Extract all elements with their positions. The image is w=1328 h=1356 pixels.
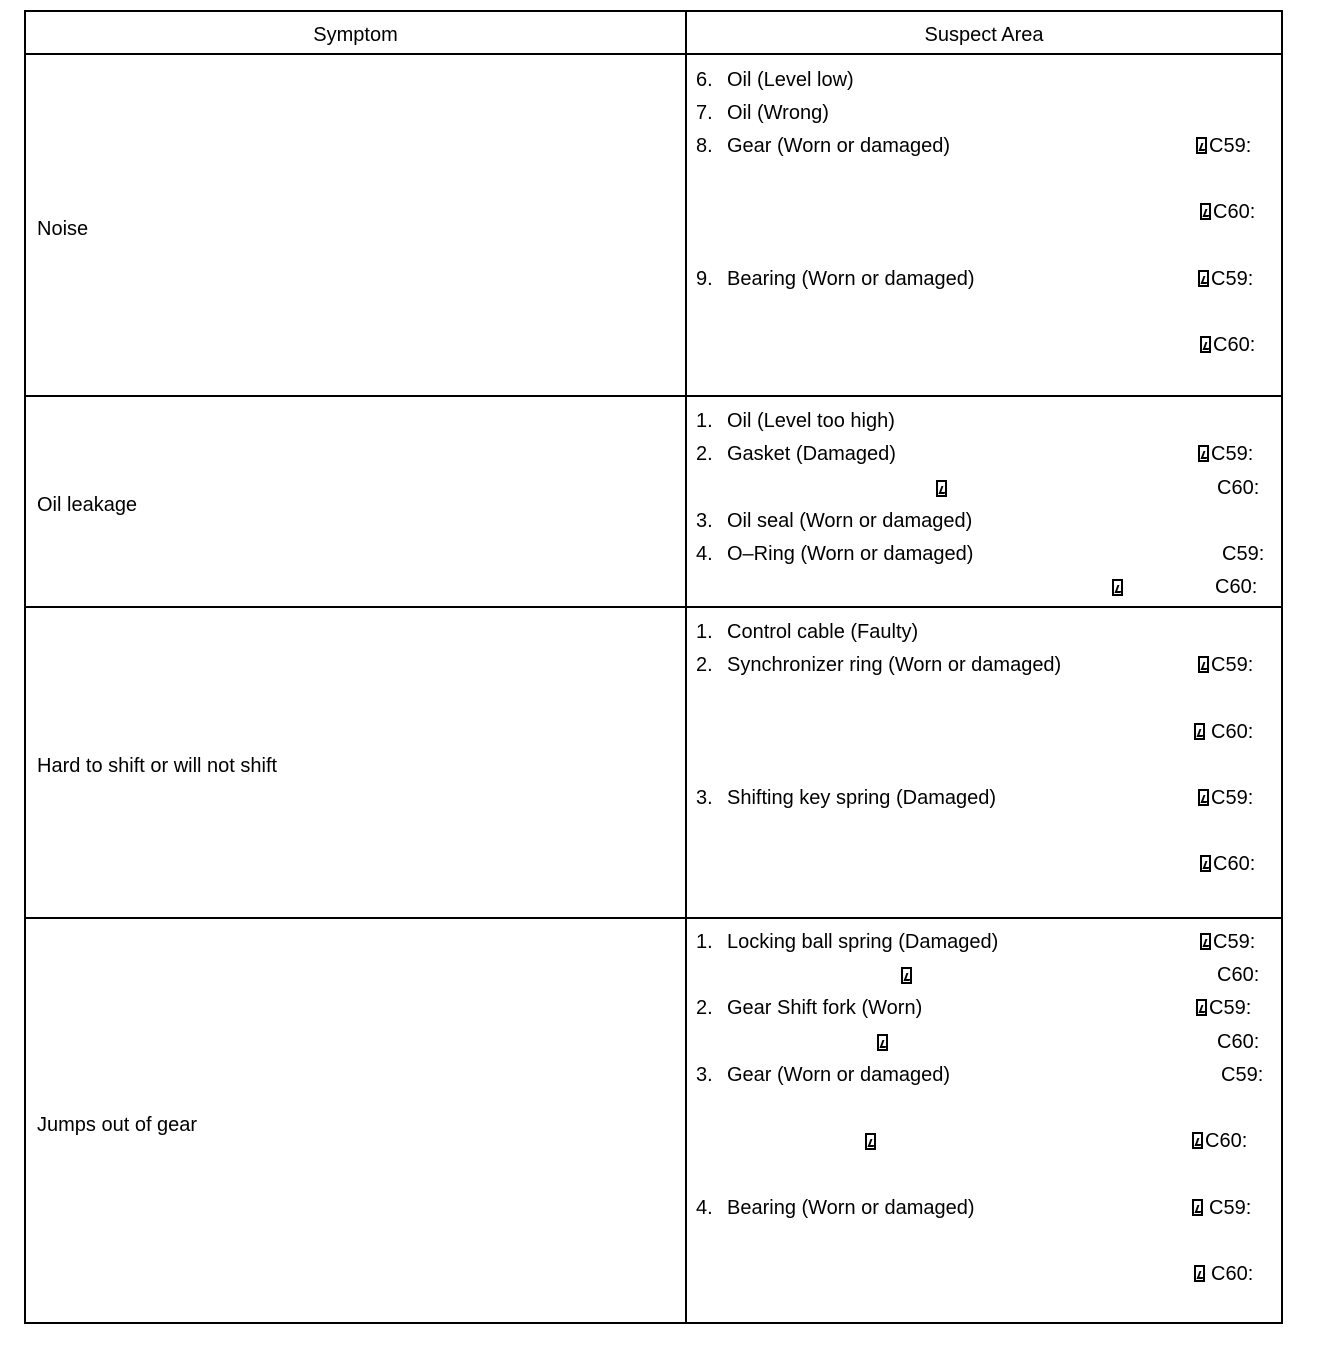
page-reference[interactable]: C59:	[1198, 653, 1253, 677]
header-divider	[26, 53, 1281, 55]
item-number: 3.	[696, 510, 713, 532]
page-reference[interactable]: C59:	[1198, 267, 1253, 291]
symptom-cell: Hard to shift or will not shift	[37, 755, 278, 777]
page-reference[interactable]: C60:	[1215, 576, 1258, 598]
item-number: 2.	[696, 997, 713, 1019]
reference-link-icon	[1198, 445, 1209, 462]
item-number: 8.	[696, 135, 713, 157]
page-reference[interactable]: C60:	[1194, 1262, 1253, 1286]
reference-link-icon	[1196, 999, 1207, 1016]
page-reference[interactable]: C59:	[1196, 996, 1251, 1020]
suspect-item: Oil (Wrong)	[727, 102, 829, 124]
reference-link-icon	[1194, 723, 1205, 740]
page-reference[interactable]: C59:	[1222, 543, 1265, 565]
page-reference[interactable]: C60:	[1217, 964, 1260, 986]
item-number: 1.	[696, 621, 713, 643]
troubleshooting-table	[24, 10, 1283, 1324]
reference-link-icon[interactable]	[877, 1034, 888, 1051]
suspect-item: Control cable (Faulty)	[727, 621, 919, 643]
reference-link-icon	[1196, 137, 1207, 154]
reference-link-icon	[1198, 789, 1209, 806]
page-reference[interactable]: C59:	[1198, 442, 1253, 466]
page-reference[interactable]: C60:	[1200, 200, 1255, 224]
header-symptom: Symptom	[313, 24, 398, 46]
suspect-item: Oil seal (Worn or damaged)	[727, 510, 973, 532]
item-number: 4.	[696, 543, 713, 565]
reference-link-icon	[1198, 656, 1209, 673]
item-number: 4.	[696, 1197, 713, 1219]
reference-link-icon	[1200, 933, 1211, 950]
suspect-item: Bearing (Worn or damaged)	[727, 1197, 975, 1219]
page-reference[interactable]: C59:	[1200, 930, 1255, 954]
row-divider	[26, 606, 1281, 608]
page-reference[interactable]: C59:	[1221, 1064, 1264, 1086]
suspect-item: Locking ball spring (Damaged)	[727, 931, 999, 953]
suspect-item: Gasket (Damaged)	[727, 443, 896, 465]
row-divider	[26, 395, 1281, 397]
item-number: 9.	[696, 268, 713, 290]
reference-link-icon	[1200, 336, 1211, 353]
symptom-cell: Oil leakage	[37, 494, 138, 516]
suspect-item: Oil (Level too high)	[727, 410, 895, 432]
item-number: 2.	[696, 443, 713, 465]
reference-link-icon[interactable]	[1112, 579, 1123, 596]
suspect-item: Oil (Level low)	[727, 69, 854, 91]
item-number: 3.	[696, 1064, 713, 1086]
reference-link-icon[interactable]	[901, 967, 912, 984]
header-suspect-area: Suspect Area	[924, 24, 1044, 46]
item-number: 1.	[696, 931, 713, 953]
page-reference[interactable]: C60:	[1200, 333, 1255, 357]
reference-link-icon[interactable]	[865, 1133, 876, 1150]
suspect-item: Gear Shift fork (Worn)	[727, 997, 923, 1019]
reference-link-icon	[1194, 1265, 1205, 1282]
suspect-item: Bearing (Worn or damaged)	[727, 268, 975, 290]
suspect-item: Synchronizer ring (Worn or damaged)	[727, 654, 1062, 676]
page-reference[interactable]: C59:	[1196, 134, 1251, 158]
reference-link-icon	[1192, 1132, 1203, 1149]
page-reference[interactable]: C59:	[1198, 786, 1253, 810]
item-number: 2.	[696, 654, 713, 676]
page-reference[interactable]: C60:	[1200, 852, 1255, 876]
item-number: 6.	[696, 69, 713, 91]
page-reference[interactable]: C59:	[1192, 1196, 1251, 1220]
item-number: 3.	[696, 787, 713, 809]
suspect-item: Gear (Worn or damaged)	[727, 1064, 951, 1086]
row-divider	[26, 917, 1281, 919]
symptom-cell: Jumps out of gear	[37, 1114, 198, 1136]
page-reference[interactable]: C60:	[1194, 720, 1253, 744]
reference-link-icon	[1200, 203, 1211, 220]
suspect-item: O–Ring (Worn or damaged)	[727, 543, 974, 565]
suspect-item: Shifting key spring (Damaged)	[727, 787, 997, 809]
reference-link-icon	[1198, 270, 1209, 287]
column-divider	[685, 12, 687, 1322]
page-reference[interactable]: C60:	[1192, 1129, 1247, 1153]
item-number: 1.	[696, 410, 713, 432]
reference-link-icon[interactable]	[936, 480, 947, 497]
page-reference[interactable]: C60:	[1217, 1031, 1260, 1053]
symptom-cell: Noise	[37, 218, 89, 240]
suspect-item: Gear (Worn or damaged)	[727, 135, 951, 157]
reference-link-icon	[1192, 1199, 1203, 1216]
page-reference[interactable]: C60:	[1217, 477, 1260, 499]
reference-link-icon	[1200, 855, 1211, 872]
item-number: 7.	[696, 102, 713, 124]
